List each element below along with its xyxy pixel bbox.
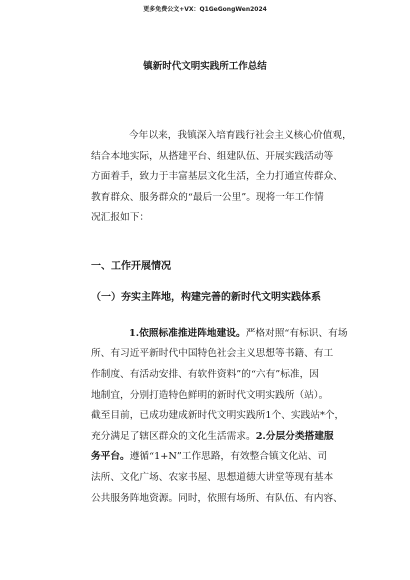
intro-line-4: 教育群众、服务群众的“最后一公里”。现将一年工作情 — [91, 192, 324, 203]
para1-line-5: 截至目前，已成功建成新时代文明实践所1个、实践站*个， — [91, 410, 345, 421]
para1-line-6 — [91, 430, 341, 444]
para1-line-4: 地制宜，分别打造特色鲜明的新时代文明实践所（站）。 — [91, 390, 329, 401]
para1-line-7-text: 遵循“1+N”工作思路，有效整合镇文化站、司 — [129, 451, 328, 462]
section-heading-1: 一、工作开展情况 — [91, 261, 171, 272]
subsection-heading-1: （一）夯实主阵地，构建完善的新时代文明实践体系 — [91, 292, 321, 303]
para1-bold-lead: 1.依照标准推进阵地建设。 — [129, 328, 246, 339]
para1-line-7 — [91, 450, 341, 464]
para1-line-1-rest: 严格对照“有标识、有场 — [245, 328, 348, 339]
para1-line-2: 所、有习近平新时代中国特色社会主义思想等书籍、有工 — [91, 348, 334, 359]
document-title: 镇新时代文明实践所工作总结 — [143, 61, 267, 72]
intro-line-2: 结合本地实际，从搭建平台、组建队伍、开展实践活动等 — [91, 151, 334, 162]
para1-line-9: 公共服务阵地资源。同时，依照有场所、有队伍、有内容、 — [91, 493, 343, 504]
para2-bold-lead-part1: 2.分层分类搭建服 — [255, 431, 334, 442]
para1-line-3: 作制度、有活动安排、有软件资料”的“六有”标准，因 — [91, 369, 319, 380]
para1-line-6-text: 充分满足了辖区群众的文化生活需求。 — [91, 431, 256, 442]
para1-line-8: 法所、文化广场、农家书屋、思想道德大讲堂等现有基本 — [91, 472, 334, 483]
intro-line-5: 况汇报如下： — [91, 212, 150, 223]
para1-line-1 — [129, 327, 348, 341]
intro-line-3: 方面着手，致力于丰富基层文化生活，全力打通宣传群众、 — [91, 171, 343, 182]
header-note: 更多免费公文+VX：Q1GeGongWen2024 — [143, 6, 267, 13]
para2-bold-lead-part2: 务平台。 — [91, 451, 130, 462]
intro-line-1: 今年以来，我镇深入培育践行社会主义核心价值观， — [129, 130, 352, 141]
